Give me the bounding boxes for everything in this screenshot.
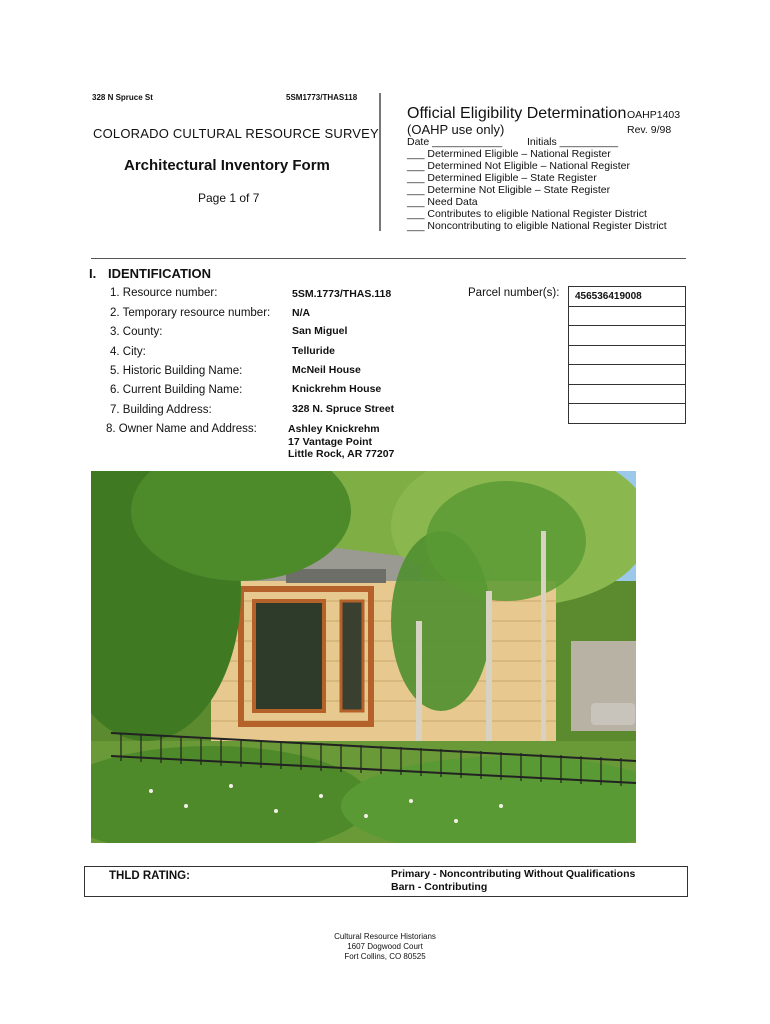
vertical-divider <box>379 93 381 231</box>
oahp-option: ___ Determine Not Eligible – State Register <box>407 184 611 196</box>
house-photo-illustration <box>91 471 636 843</box>
header-address: 328 N Spruce St <box>92 93 153 102</box>
owner-line: Ashley Knickrehm <box>288 423 380 435</box>
owner-address-block <box>288 423 394 461</box>
thld-rating-label: THLD RATING: <box>109 870 190 882</box>
field-value-building-address: 328 N. Spruce Street <box>292 403 395 415</box>
field-label-resource-number: 1. Resource number: <box>110 287 218 299</box>
field-label-current-name: 6. Current Building Name: <box>110 384 243 396</box>
oahp-date-line: Date ____________ <box>407 136 503 148</box>
page-label: Page 1 of 7 <box>198 191 260 205</box>
thld-rating-box <box>84 866 688 897</box>
field-label-historic-name: 5. Historic Building Name: <box>110 365 243 377</box>
field-label-county: 3. County: <box>110 326 163 338</box>
oahp-options-list <box>407 148 667 232</box>
house-photograph <box>91 471 636 843</box>
parcel-label: Parcel number(s): <box>468 287 560 299</box>
field-value-current-name: Knickrehm House <box>292 383 382 395</box>
parcel-cell <box>569 365 686 385</box>
footer-address <box>0 932 770 962</box>
oahp-revision: Rev. 9/98 <box>627 124 672 136</box>
section-title: IDENTIFICATION <box>108 266 212 281</box>
oahp-initials-line: Initials __________ <box>527 136 619 148</box>
parcel-cell: 456536419008 <box>569 287 686 307</box>
field-value-resource-number: 5SM.1773/THAS.118 <box>292 288 392 300</box>
parcel-cell <box>569 306 686 326</box>
field-label-temporary-number: 2. Temporary resource number: <box>110 307 271 319</box>
oahp-option: ___ Determined Not Eligible – National Register <box>407 160 630 172</box>
field-value-city: Telluride <box>292 345 335 357</box>
oahp-option: ___ Determined Eligible – National Register <box>407 148 611 160</box>
horizontal-rule <box>91 258 686 259</box>
form-title: Architectural Inventory Form <box>124 157 330 174</box>
footer-line: Cultural Resource Historians <box>334 932 436 941</box>
field-label-building-address: 7. Building Address: <box>110 404 212 416</box>
field-value-temporary-number: N/A <box>292 307 311 319</box>
parcel-cell <box>569 384 686 404</box>
oahp-option: ___ Noncontributing to eligible National Register District <box>407 220 667 232</box>
owner-line: 17 Vantage Point <box>288 435 373 448</box>
oahp-option: ___ Determined Eligible – State Register <box>407 172 597 184</box>
oahp-form-code: OAHP1403 <box>627 109 681 121</box>
header-site-id: 5SM1773/THAS118 <box>286 93 358 102</box>
thld-rating-line: Barn - Contributing <box>391 881 488 893</box>
field-label-owner: 8. Owner Name and Address: <box>106 423 257 435</box>
oahp-subtitle: (OAHP use only) <box>407 122 505 137</box>
oahp-option: ___ Contributes to eligible National Register District <box>407 208 647 220</box>
oahp-option: ___ Need Data <box>407 196 478 208</box>
parcel-cell <box>569 326 686 346</box>
parcel-cell <box>569 345 686 365</box>
footer-line: Fort Collins, CO 80525 <box>344 952 426 961</box>
parcel-number-table <box>568 286 686 424</box>
parcel-cell <box>569 404 686 424</box>
oahp-title: Official Eligibility Determination <box>407 105 627 122</box>
thld-rating-line: Primary - Noncontributing Without Qualifications <box>391 868 636 880</box>
footer-line: 1607 Dogwood Court <box>347 942 423 951</box>
thld-rating-values <box>391 868 635 894</box>
field-value-county: San Miguel <box>292 325 348 337</box>
field-value-historic-name: McNeil House <box>292 364 361 376</box>
field-label-city: 4. City: <box>110 346 146 358</box>
owner-line: Little Rock, AR 77207 <box>288 448 395 460</box>
section-number: I. <box>89 266 97 281</box>
survey-title: COLORADO CULTURAL RESOURCE SURVEY <box>93 126 379 141</box>
